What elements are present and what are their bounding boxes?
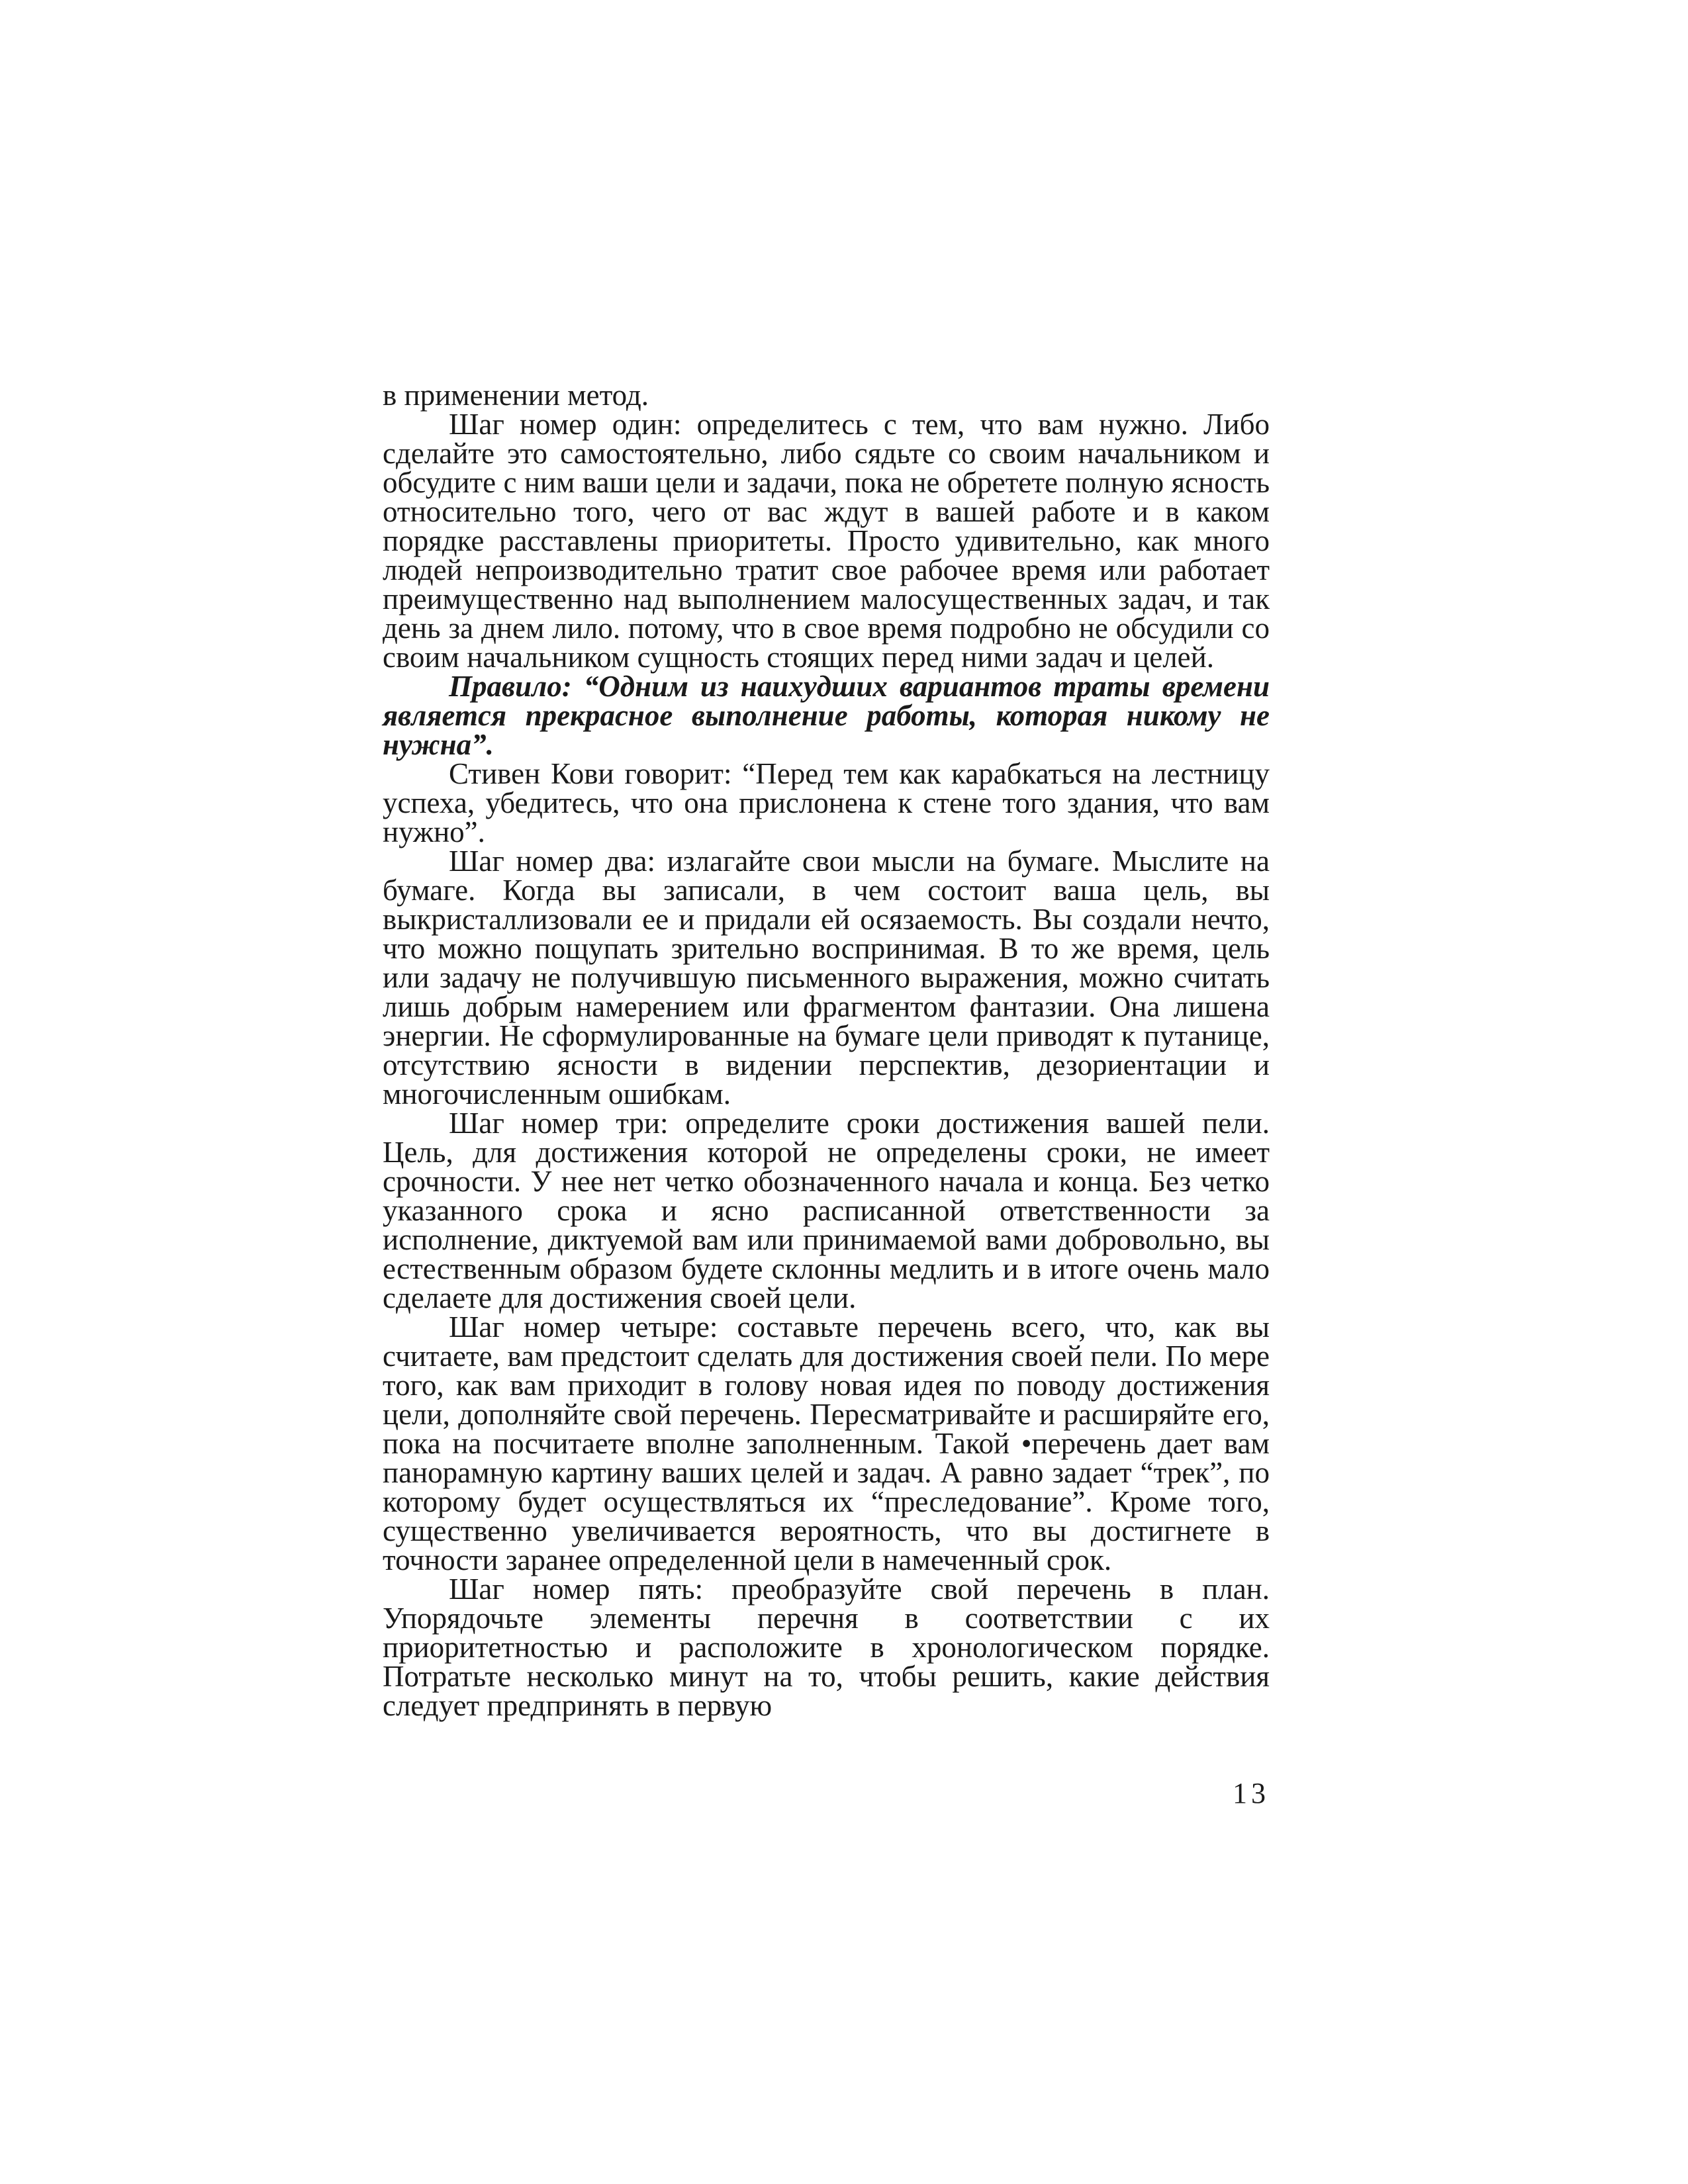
paragraph-rule: Правило: “Одним из наихудших вариантов траты времени является прекрасное выполнение работы, которая никому не нужна”.	[383, 670, 1270, 761]
paragraph-step-one: Шаг номер один: определитесь с тем, что вам нужно. Либо сделайте это самостоятельно, либо сядьте со своим начальником и обсудите с ним ваши цели и задачи, пока не обретете полную ясность относительно того, чего от вас ждут в вашей работе и в каком порядке расставлены приоритеты. Просто удивительно, как много людей непроизводительно тратит свое рабочее время или работает преимущественно над выполнением малосущественных задач, и так день за днем лило. потому, что в свое время подробно не обсудили со своим начальником сущность стоящих перед ними задач и целей.	[383, 408, 1270, 674]
paragraph-covey-quote: Стивен Кови говорит: “Перед тем как карабкаться на лестницу успеха, убедитесь, что она прислонена к стене того здания, что вам нужно”.	[383, 757, 1270, 848]
paragraph-step-five: Шаг номер пять: преобразуйте свой перечень в план. Упорядочьте элементы перечня в соответствии с их приоритетностью и расположите в хронологическом порядке. Потратьте несколько минут на то, чтобы решить, какие действия следует предпринять в первую	[383, 1572, 1270, 1722]
paragraph-step-three: Шаг номер три: определите сроки достижения вашей пели. Цель, для достижения которой не определены сроки, не имеет срочности. У нее нет четко обозначенного начала и конца. Без четко указанного срока и ясно расписанной ответственности за исполнение, диктуемой вам или принимаемой вами добровольно, вы естественным образом будете склонны медлить и в итоге очень мало сделаете для достижения своей цели.	[383, 1107, 1270, 1314]
paragraph-continuation: в применении метод.	[383, 379, 649, 412]
paragraph-step-four: Шаг номер четыре: составьте перечень всего, что, как вы считаете, вам предстоит сделать для достижения своей пели. По мере того, как вам приходит в голову новая идея по поводу достижения цели, дополняйте свой перечень. Пересматривайте и расширяйте его, пока на посчитаете вполне заполненным. Такой •перечень дает вам панорамную картину ваших целей и задач. А равно задает “трек”, по которому будет осуществляться их “преследование”. Кроме того, существенно увеличивается вероятность, что вы достигнете в точности заранее определенной цели в намеченный срок.	[383, 1310, 1270, 1576]
body-text	[383, 381, 1270, 1720]
paragraph-step-two: Шаг номер два: излагайте свои мысли на бумаге. Мыслите на бумаге. Когда вы записали, в чем состоит ваша цель, вы выкристаллизовали ее и придали ей осязаемость. Вы создали нечто, что можно пощупать зрительно воспринимая. В то же время, цель или задачу не получившую письменного выражения, можно считать лишь добрым намерением или фрагментом фантазии. Она лишена энергии. Не сформулированные на бумаге цели приводят к путанице, отсутствию ясности в видении перспектив, дезориентации и многочисленным ошибкам.	[383, 844, 1270, 1111]
page-number: 13	[1233, 1777, 1270, 1809]
